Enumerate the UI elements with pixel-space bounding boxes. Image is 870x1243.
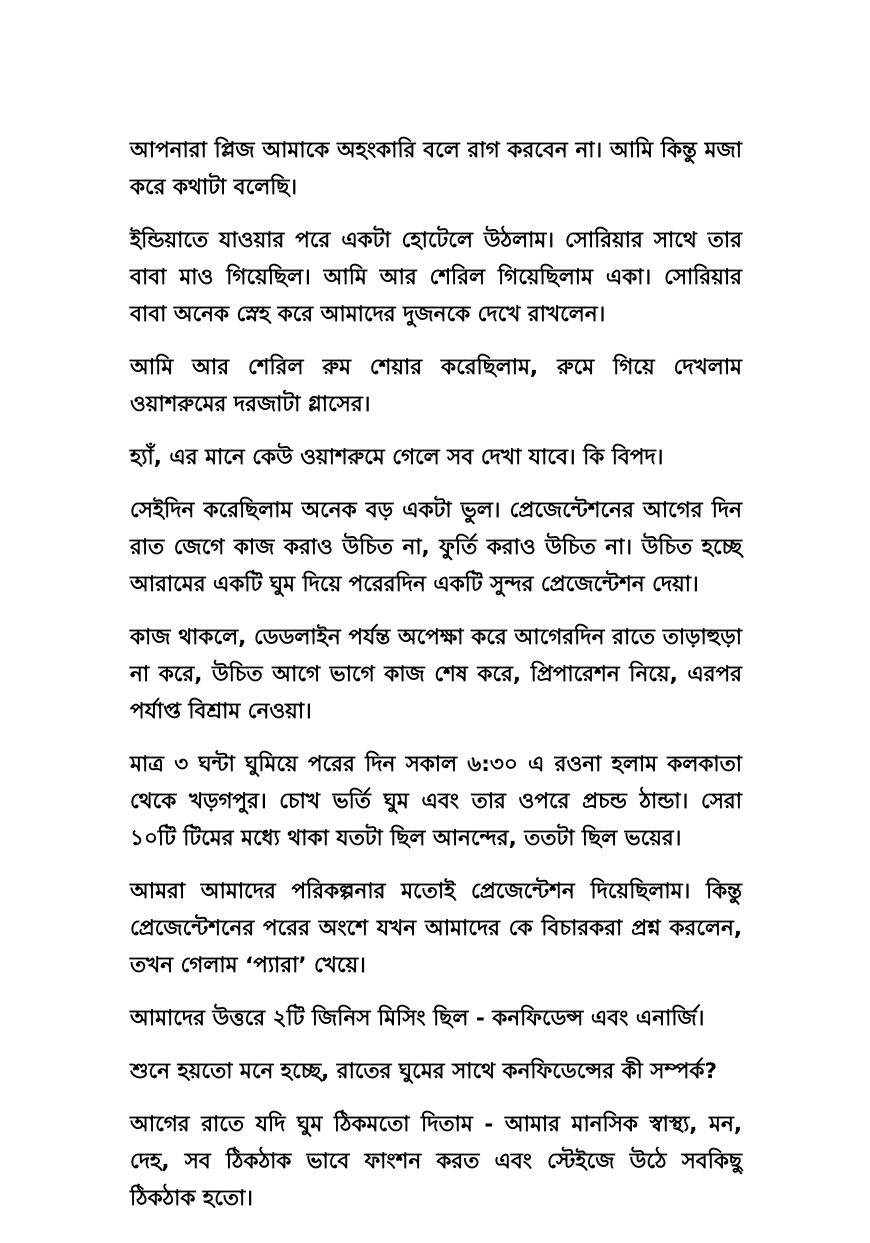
paragraph-8: আমরা আমাদের পরিকল্পনার মতোই প্রেজেন্টেশন দিয়েছিলাম। কিন্তু প্রেজেন্টেশনের পরের অংশে যখন আমাদের কে বিচারকরা প্রশ্ন করলেন, তখন গেলাম ‘প্যারা’ খেয়ে। xyxy=(130,879,742,978)
document-page xyxy=(130,132,742,1233)
paragraph-5: সেইদিন করেছিলাম অনেক বড় একটা ভুল। প্রেজেন্টেশনের আগের দিন রাত জেগে কাজ করাও উচিত না, ফুর্তি করাও উচিত না। উচিত হচ্ছে আরামের একটি ঘুম দিয়ে পরেরদিন একটি সুন্দর প্রেজেন্টেশন দেয়া। xyxy=(130,498,742,597)
paragraph-2: ইন্ডিয়াতে যাওয়ার পরে একটা হোটেলে উঠলাম। সোরিয়ার সাথে তার বাবা মাও গিয়েছিল। আমি আর শেরিল গিয়েছিলাম একা। সোরিয়ার বাবা অনেক স্নেহ করে আমাদের দুজনকে দেখে রাখলেন। xyxy=(130,228,742,327)
paragraph-1: আপনারা প্লিজ আমাকে অহংকারি বলে রাগ করবেন না। আমি কিন্তু মজা করে কথাটা বলেছি। xyxy=(130,138,742,200)
paragraph-3: আমি আর শেরিল রুম শেয়ার করেছিলাম, রুমে গিয়ে দেখলাম ওয়াশরুমের দরজাটা গ্লাসের। xyxy=(130,355,742,417)
paragraph-7: মাত্র ৩ ঘন্টা ঘুমিয়ে পরের দিন সকাল ৬:৩০ এ রওনা হলাম কলকাতা থেকে খড়গপুর। চোখ ভর্তি ঘুম এবং তার ওপরে প্রচন্ড ঠান্ডা। সেরা ১০টি টিমের মধ্যে থাকা যতটা ছিল আনন্দের, ততটা ছিল ভয়ের। xyxy=(130,752,742,851)
paragraph-11: আগের রাতে যদি ঘুম ঠিকমতো দিতাম - আমার মানসিক স্বাস্থ্য, মন, দেহ, সব ঠিকঠাক ভাবে ফাংশন করত এবং স্টেইজে উঠে সবকিছু ঠিকঠাক হতো। xyxy=(130,1112,742,1211)
paragraph-9: আমাদের উত্তরে ২টি জিনিস মিসিং ছিল - কনফিডেন্স এবং এনার্জি। xyxy=(130,1006,705,1031)
paragraph-10: শুনে হয়তো মনে হচ্ছে, রাতের ঘুমের সাথে কনফিডেন্সের কী সম্পর্ক? xyxy=(130,1059,717,1084)
paragraph-6: কাজ থাকলে, ডেডলাইন পর্যন্ত অপেক্ষা করে আগেরদিন রাতে তাড়াহুড়া না করে, উচিত আগে ভাগে কাজ শেষ করে, প্রিপারেশন নিয়ে, এরপর পর্যাপ্ত বিশ্রাম নেওয়া। xyxy=(130,625,742,724)
paragraph-4: হ্যাঁ, এর মানে কেউ ওয়াশরুমে গেলে সব দেখা যাবে। কি বিপদ। xyxy=(130,445,664,470)
